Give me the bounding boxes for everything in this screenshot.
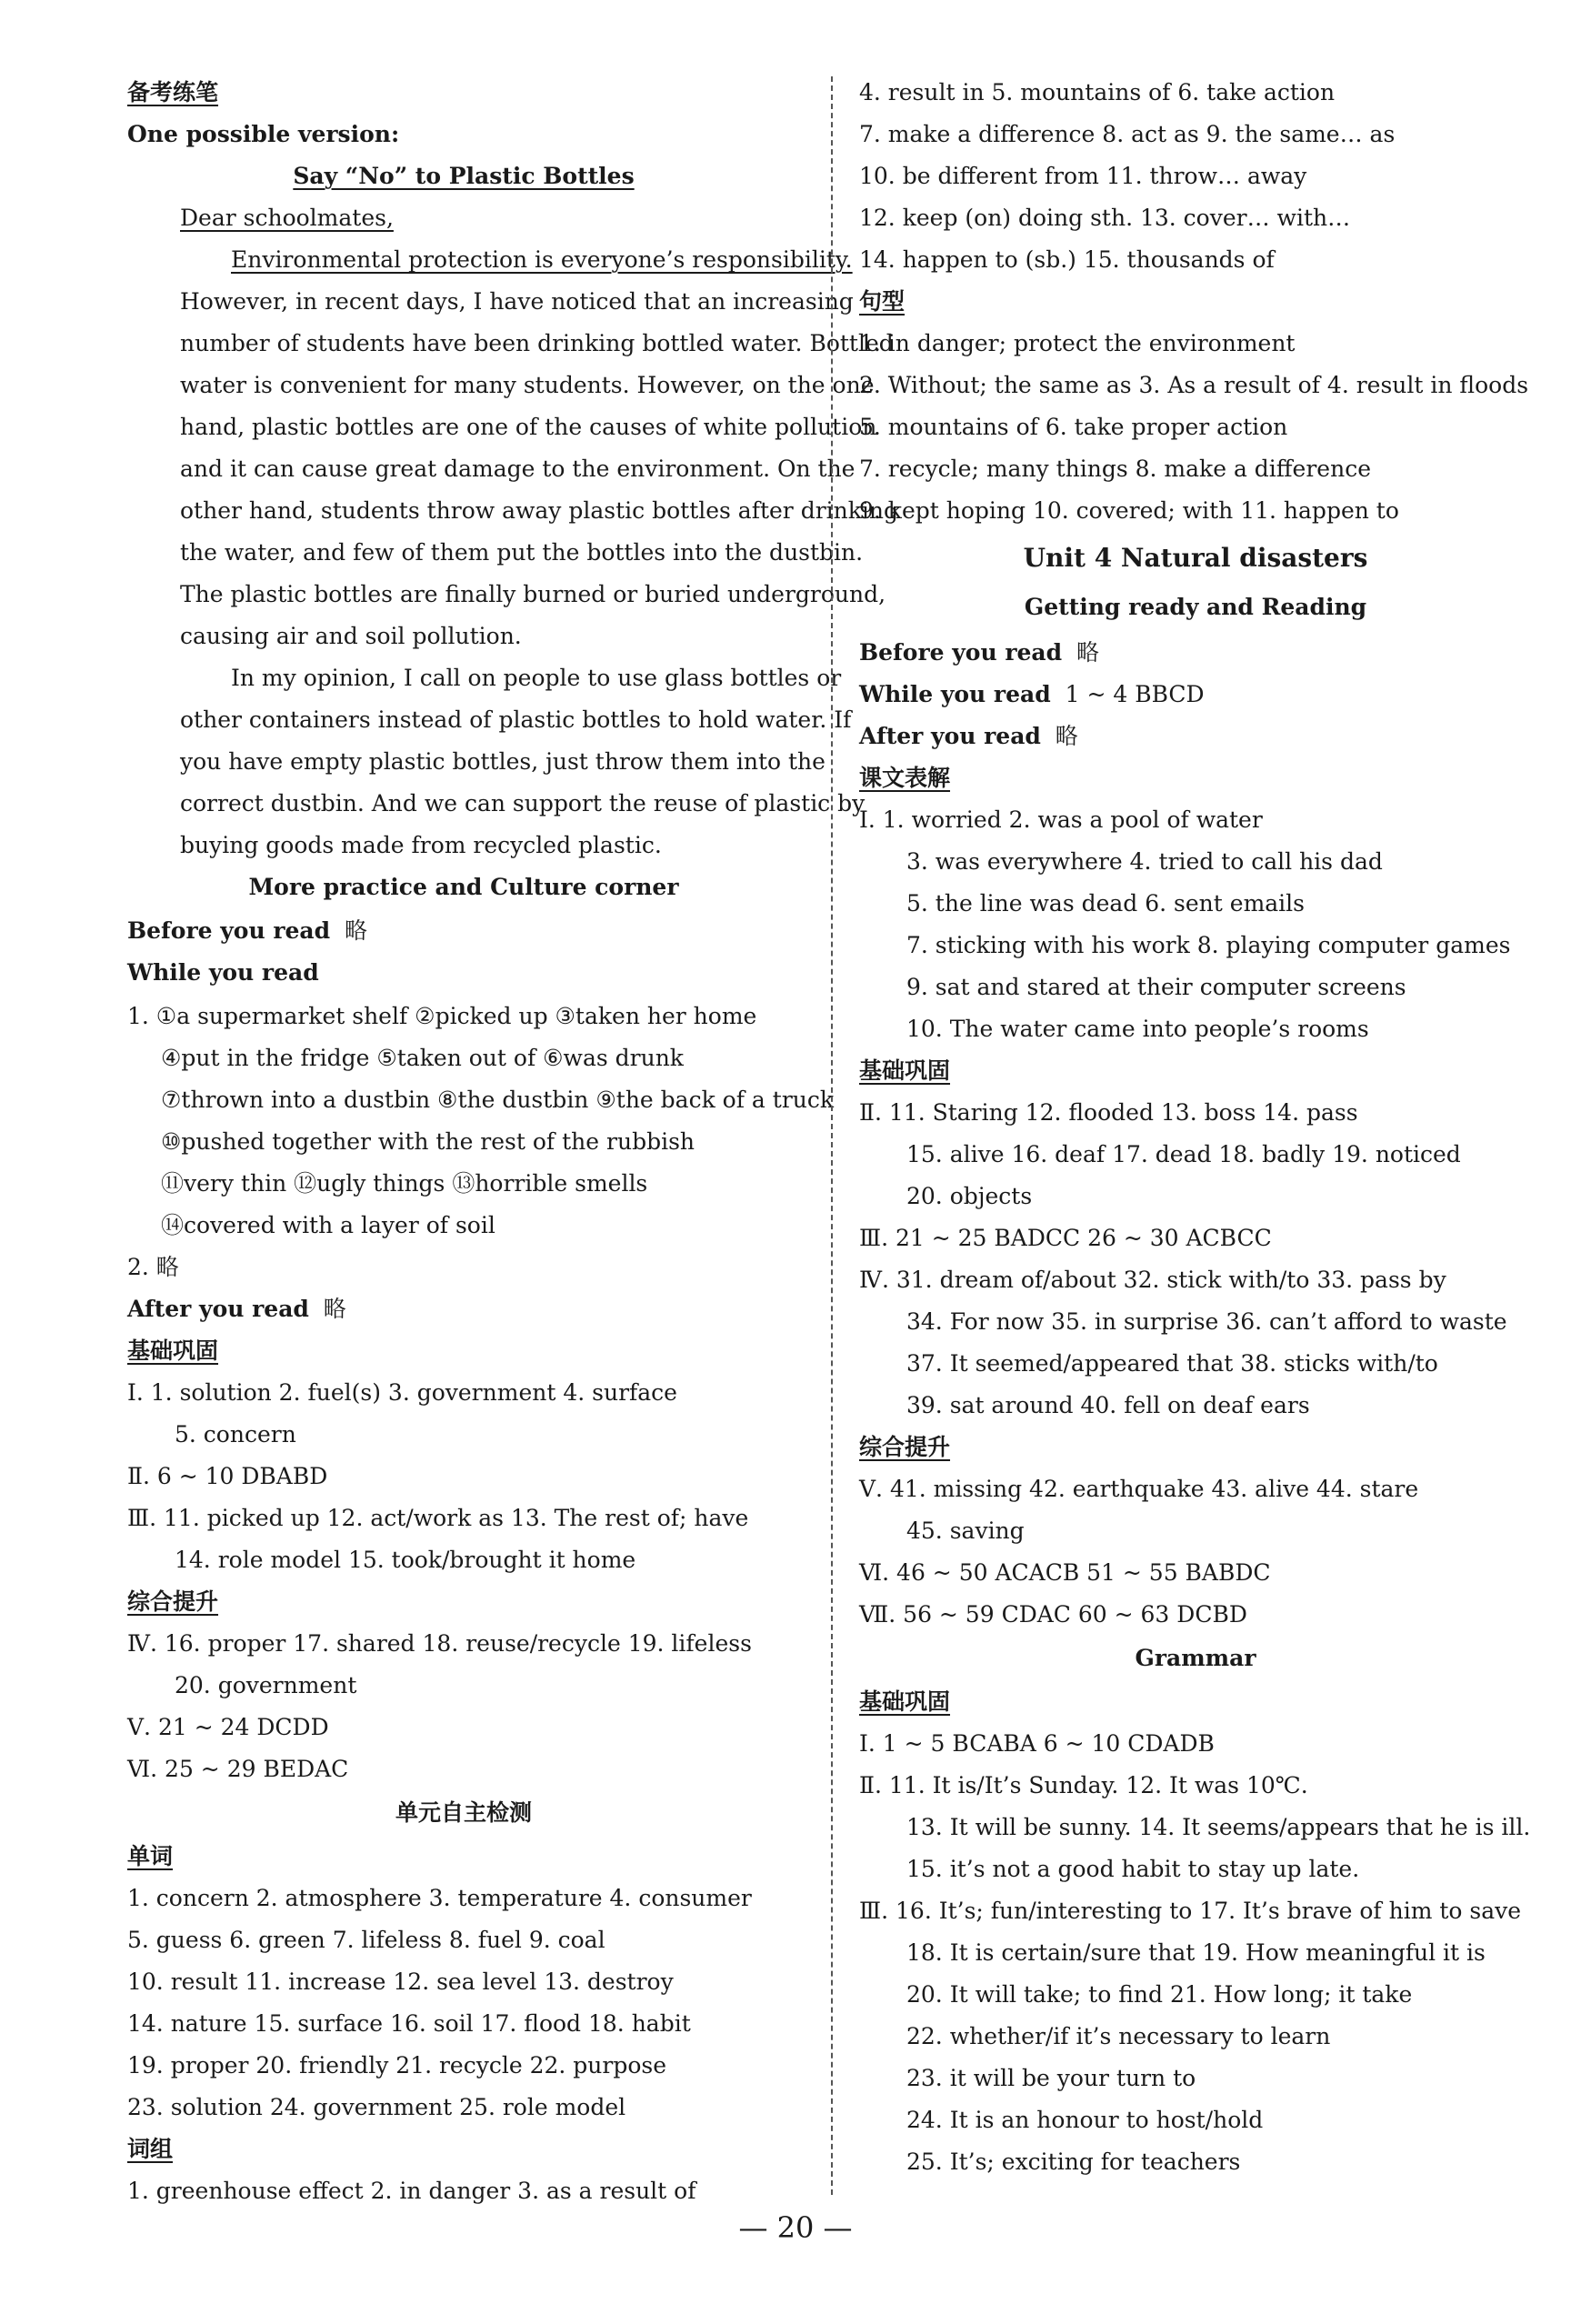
omitted-mark: 略 — [1055, 723, 1078, 749]
after-you-read-label: After you read — [127, 1296, 309, 1322]
answer-line: Ⅲ. 16. It’s; fun/interesting to 17. It’s brave of him to save — [859, 1898, 1522, 1924]
answer-line: 5. guess 6. green 7. lifeless 8. fuel 9. coal — [127, 1927, 605, 1953]
essay-line: Environmental protection is everyone’s responsibility. — [231, 246, 853, 273]
answer-line: 9. kept hoping 10. covered; with 11. happen to — [859, 497, 1399, 524]
answer-line: 5. concern — [175, 1421, 296, 1447]
answer-line: 19. proper 20. friendly 21. recycle 22. purpose — [127, 2052, 667, 2079]
answer-line: 1. greenhouse effect 2. in danger 3. as a result of — [127, 2178, 696, 2204]
answer-line: Ⅲ. 21 ~ 25 BADCC 26 ~ 30 ACBCC — [859, 1225, 1272, 1251]
answer-line: ⑩pushed together with the rest of the rubbish — [161, 1128, 695, 1155]
answer-line: 23. solution 24. government 25. role model — [127, 2094, 626, 2120]
essay-line: and it can cause great damage to the environment. On the — [180, 456, 856, 482]
column-divider — [831, 76, 833, 2195]
essay-line: The plastic bottles are finally burned or buried underground, — [180, 581, 886, 607]
answer-line: Ⅲ. 11. picked up 12. act/work as 13. The rest of; have — [127, 1505, 749, 1531]
essay-line: the water, and few of them put the bottles into the dustbin. — [180, 539, 864, 566]
answer-line: 4. result in 5. mountains of 6. take action — [859, 79, 1336, 105]
essay-line: number of students have been drinking bottled water. Bottled — [180, 330, 894, 356]
essay-line: other hand, students throw away plastic bottles after drinking — [180, 497, 899, 524]
answer-line: 2. 略 — [127, 1254, 179, 1280]
possible-version-label: One possible version: — [127, 121, 400, 147]
answer-row — [859, 638, 1099, 667]
before-you-read-label: Before you read — [127, 917, 331, 944]
essay-line: However, in recent days, I have noticed that an increasing — [180, 288, 854, 315]
answer-line: 24. It is an honour to host/hold — [906, 2107, 1264, 2133]
section-title: 单元自主检测 — [395, 1799, 532, 1826]
answer-line: 20. government — [175, 1672, 357, 1698]
answer-line: Ⅱ. 6 ~ 10 DBABD — [127, 1463, 328, 1489]
answer-line: Ⅱ. 11. Staring 12. flooded 13. boss 14. pass — [859, 1099, 1358, 1126]
unit-title: Unit 4 Natural disasters — [1023, 543, 1368, 573]
answer-value: 1 ~ 4 BBCD — [1065, 681, 1205, 707]
answer-line: 15. alive 16. deaf 17. dead 18. badly 19. noticed — [906, 1141, 1461, 1167]
answer-line: 14. role model 15. took/brought it home — [175, 1547, 636, 1573]
answer-line: 1. in danger; protect the environment — [859, 330, 1296, 356]
answer-line: Ⅱ. 11. It is/It’s Sunday. 12. It was 10℃. — [859, 1772, 1308, 1798]
essay-line: water is convenient for many students. However, on the one — [180, 372, 875, 398]
answer-line: Ⅵ. 46 ~ 50 ACACB 51 ~ 55 BABDC — [859, 1559, 1271, 1586]
answer-line: Ⅴ. 41. missing 42. earthquake 43. alive 44. stare — [859, 1476, 1419, 1502]
essay-line: causing air and soil pollution. — [180, 623, 522, 649]
while-you-read-label: While you read — [127, 959, 319, 986]
answer-line: 23. it will be your turn to — [906, 2065, 1196, 2091]
essay-title: Say “No” to Plastic Bottles — [293, 163, 635, 189]
section-title: Grammar — [1135, 1645, 1256, 1671]
page-number: — 20 — — [738, 2210, 853, 2245]
answer-line: 14. nature 15. surface 16. soil 17. flood 18. habit — [127, 2010, 691, 2037]
answer-line: 10. The water came into people’s rooms — [906, 1016, 1369, 1042]
essay-line: you have empty plastic bottles, just throw them into the — [180, 748, 826, 775]
answer-line: Ⅰ. 1 ~ 5 BCABA 6 ~ 10 CDADB — [859, 1730, 1215, 1757]
after-you-read-label: After you read — [859, 723, 1041, 749]
answer-line: 37. It seemed/appeared that 38. sticks with/to — [906, 1350, 1438, 1377]
essay-line: other containers instead of plastic bottles to hold water. If — [180, 706, 852, 733]
answer-line: 14. happen to (sb.) 15. thousands of — [859, 246, 1275, 273]
section-heading: 备考练笔 — [127, 79, 219, 105]
essay-line: buying goods made from recycled plastic. — [180, 832, 662, 858]
answer-line: 5. the line was dead 6. sent emails — [906, 890, 1306, 917]
answer-line: 1. ①a supermarket shelf ②picked up ③taken her home — [127, 1003, 757, 1029]
section-heading: 基础巩固 — [859, 1688, 951, 1715]
answer-line: 12. keep (on) doing sth. 13. cover… with… — [859, 205, 1351, 231]
answer-line: 20. objects — [906, 1183, 1033, 1209]
section-heading: 综合提升 — [859, 1434, 951, 1460]
answer-line: Ⅴ. 21 ~ 24 DCDD — [127, 1714, 329, 1740]
essay-greeting: Dear schoolmates, — [180, 205, 394, 231]
omitted-mark: 略 — [323, 1296, 346, 1322]
answer-line: 45. saving — [906, 1518, 1025, 1544]
answer-line: ④put in the fridge ⑤taken out of ⑥was drunk — [161, 1045, 684, 1071]
answer-row — [859, 680, 1205, 709]
answer-line: Ⅳ. 16. proper 17. shared 18. reuse/recycle 19. lifeless — [127, 1630, 752, 1657]
answer-line: 1. concern 2. atmosphere 3. temperature 4. consumer — [127, 1885, 752, 1911]
answer-row — [127, 917, 367, 946]
while-you-read-label: While you read — [859, 681, 1051, 707]
section-heading: 句型 — [859, 288, 906, 315]
answer-line: ⑦thrown into a dustbin ⑧the dustbin ⑨the back of a truck — [161, 1087, 835, 1113]
section-heading: 综合提升 — [127, 1588, 219, 1615]
answer-line: 13. It will be sunny. 14. It seems/appears that he is ill. — [906, 1814, 1531, 1840]
essay-line: hand, plastic bottles are one of the causes of white pollution — [180, 414, 877, 440]
essay-line: correct dustbin. And we can support the reuse of plastic by — [180, 790, 866, 816]
answer-line: 7. recycle; many things 8. make a difference — [859, 456, 1371, 482]
section-title: More practice and Culture corner — [248, 874, 679, 900]
answer-line: 2. Without; the same as 3. As a result of 4. result in floods — [859, 372, 1529, 398]
answer-line: 5. mountains of 6. take proper action — [859, 414, 1288, 440]
answer-line: Ⅰ. 1. worried 2. was a pool of water — [859, 806, 1263, 833]
answer-line: 39. sat around 40. fell on deaf ears — [906, 1392, 1310, 1418]
answer-line: 10. be different from 11. throw… away — [859, 163, 1307, 189]
section-title: Getting ready and Reading — [1024, 594, 1367, 620]
section-heading: 基础巩固 — [127, 1337, 219, 1364]
answer-line: Ⅶ. 56 ~ 59 CDAC 60 ~ 63 DCBD — [859, 1601, 1247, 1628]
answer-line: Ⅰ. 1. solution 2. fuel(s) 3. government 4. surface — [127, 1379, 677, 1406]
section-heading: 课文表解 — [859, 765, 951, 791]
answer-line: 25. It’s; exciting for teachers — [906, 2149, 1241, 2175]
answer-line: 34. For now 35. in surprise 36. can’t afford to waste — [906, 1308, 1507, 1335]
answer-line: 18. It is certain/sure that 19. How meaningful it is — [906, 1939, 1486, 1966]
answer-line: 7. sticking with his work 8. playing computer games — [906, 932, 1511, 958]
before-you-read-label: Before you read — [859, 639, 1063, 666]
answer-line: ⑭covered with a layer of soil — [161, 1212, 495, 1238]
omitted-mark: 略 — [345, 917, 368, 944]
answer-line: 9. sat and stared at their computer screens — [906, 974, 1406, 1000]
answer-line: Ⅵ. 25 ~ 29 BEDAC — [127, 1756, 349, 1782]
answer-line: 15. it’s not a good habit to stay up late. — [906, 1856, 1360, 1882]
answer-line: 22. whether/if it’s necessary to learn — [906, 2023, 1331, 2049]
section-heading: 词组 — [127, 2136, 174, 2162]
answer-line: 7. make a difference 8. act as 9. the same… as — [859, 121, 1396, 147]
omitted-mark: 略 — [1076, 639, 1100, 666]
answer-row — [859, 722, 1078, 751]
answer-line: 10. result 11. increase 12. sea level 13. destroy — [127, 1968, 674, 1995]
section-heading: 单词 — [127, 1843, 174, 1869]
answer-line: 3. was everywhere 4. tried to call his dad — [906, 848, 1383, 875]
answer-row — [127, 1295, 346, 1324]
essay-line: In my opinion, I call on people to use glass bottles or — [231, 665, 842, 691]
answer-line: Ⅳ. 31. dream of/about 32. stick with/to 33. pass by — [859, 1267, 1446, 1293]
answer-line: ⑪very thin ⑫ugly things ⑬horrible smells — [161, 1170, 648, 1197]
section-heading: 基础巩固 — [859, 1057, 951, 1084]
answer-line: 20. It will take; to find 21. How long; it take — [906, 1981, 1413, 2008]
